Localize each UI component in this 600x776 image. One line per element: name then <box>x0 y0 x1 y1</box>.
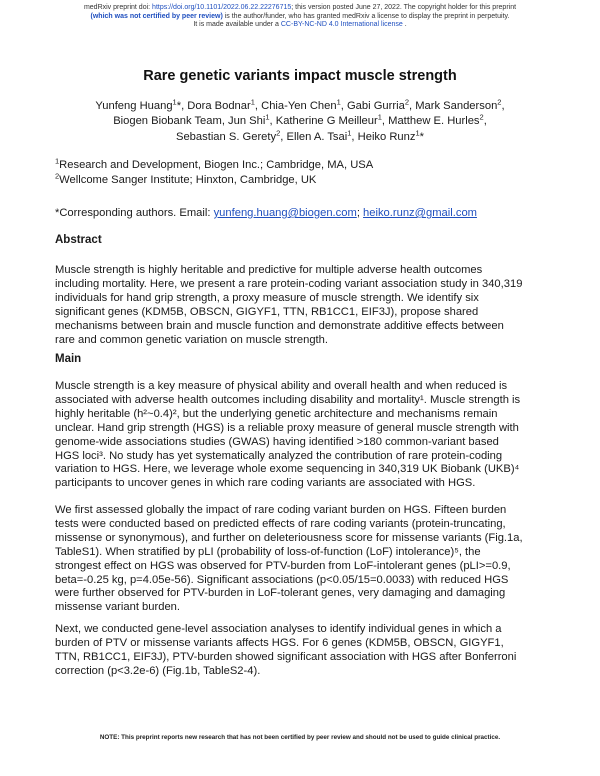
main-paragraph-2 <box>55 504 547 615</box>
text-line: Muscle strength is a key measure of physical ability and overall health and when reduced is <box>55 380 508 392</box>
text-line: unclear. Hand grip strength (HGS) is a reliable proxy measure of general muscle strength with <box>55 421 519 434</box>
email-link-huang[interactable]: yunfeng.huang@biogen.com <box>213 207 357 219</box>
text-line: individuals for hand grip strength, a proxy measure of muscle strength. We identify six <box>55 291 479 304</box>
text-line: highly heritable (h²~0.4)², but the underlying genetic architecture and mechanisms remain <box>55 407 498 420</box>
abstract-heading: Abstract <box>55 234 102 246</box>
text-line: missense variant burden. <box>55 601 180 614</box>
email-link-runz[interactable]: heiko.runz@gmail.com <box>363 207 477 219</box>
doi-link[interactable]: https://doi.org/10.1101/2022.06.22.22276715 <box>152 4 292 11</box>
preprint-banner <box>0 4 600 30</box>
author-list <box>40 99 560 145</box>
text-line: mechanisms between brain and muscle function and demonstrate additive effects between <box>55 319 504 332</box>
preprint-note: NOTE: This preprint reports new research that has not been certified by peer review and should not be used to guide clinical practice. <box>99 734 501 741</box>
affiliation-2: $^2$Wellcome Sanger Institute; Hinxton, Cambridge, UK <box>55 170 317 186</box>
license-link[interactable]: CC-BY-NC-ND 4.0 International license <box>280 21 403 29</box>
author-line-1: Yunfeng Huang$^1$*, Dora Bodnar$^1$, Chia-Yen Chen$^1$, Gabi Gurria$^2$, Mark Sanderson$^2$, <box>95 97 505 112</box>
corresponding-authors: *Corresponding authors. Email: yunfeng.huang@biogen.com; heiko.runz@gmail.com <box>55 207 477 219</box>
main-paragraph-1 <box>55 380 547 491</box>
text-line: HGS loci³. No study has yet systematically analyzed the contribution of rare protein-coding <box>55 449 503 462</box>
text-line: participants to uncover genes in which rare coding variants are associated with HGS. <box>55 477 476 490</box>
text-line: associated with adverse health outcomes including disability and mortality¹. Muscle strength is <box>55 393 521 406</box>
text-line: genome-wide associations studies (GWAS) having identified >180 common-variant based <box>55 435 499 448</box>
author-line-2: Biogen Biobank Team, Jun Shi$^1$, Katherine G Meilleur$^1$, Matthew E. Hurles$^2$, <box>113 112 487 128</box>
text-line: Muscle strength is highly heritable and predictive for multiple adverse health outcomes <box>55 264 483 276</box>
text-line: missense or synonymous), and further on deleteriousness score for missense variants (Fig.1a, <box>55 531 523 544</box>
affiliation-1: $^1$Research and Development, Biogen Inc.; Cambridge, MA, USA <box>55 156 374 171</box>
text-line: TableS1). When stratified by pLI (probability of loss-of-function (LoF) intolerance)⁵, the <box>55 545 481 558</box>
text-line: rare and common genetic variation on muscle strength. <box>55 333 328 346</box>
text-line: tests were conducted based on predicted effects of rare coding variants (protein-truncating, <box>55 517 506 530</box>
abstract-paragraph <box>55 264 547 347</box>
text-line: significant genes (KDM5B, OBSCN, GIGYF1, TTN, RB1CC1, EIF3J), propose shared <box>55 305 479 318</box>
main-paragraph-3 <box>55 623 547 679</box>
text-line: variation to HGS. Here, we leverage whole exome sequencing in 340,319 UK Biobank (UKB)⁴ <box>55 463 520 476</box>
text-line: correction (p<3.2e-6) (Fig.1b, TableS2-4). <box>55 664 261 677</box>
main-heading: Main <box>55 353 82 365</box>
text-line: We first assessed globally the impact of rare coding variant burden on HGS. Fifteen burden <box>55 504 507 516</box>
banner-line-3: It is made available under a CC-BY-NC-ND 4.0 International license . <box>193 21 407 29</box>
banner-line-1: medRxiv preprint doi: https://doi.org/10.1101/2022.06.22.22276715; this version posted June 27, 2022. The copyright holder for this preprint <box>83 4 517 11</box>
text-line: strongest effect on HGS was observed for PTV-burden from LoF-intolerant genes (pLI>=0.9, <box>55 559 511 572</box>
text-line: were further observed for PTV-burden in LoF-tolerant genes, very damaging and damaging <box>55 587 506 600</box>
banner-line-2: (which was not certified by peer review) is the author/funder, who has granted medRxiv a license to display the preprint in perpetuity. <box>90 12 510 20</box>
text-line: Next, we conducted gene-level association analyses to identify individual genes in which a <box>55 623 502 635</box>
affiliations <box>55 158 555 187</box>
text-line: burden of PTV or missense variants affects HGS. For 6 genes (KDM5B, OBSCN, GIGYF1, <box>55 636 504 649</box>
text-line: TTN, RB1CC1, EIF3J), PTV-burden showed significant association with HGS after Bonferroni <box>55 650 517 663</box>
text-line: including mortality. Here, we present a rare protein-coding variant association study in 340,319 <box>55 277 523 290</box>
text-line: beta=-0.25 kg, p=4.05e-56). Significant associations (p<0.05/15=0.0033) with reduced HGS <box>55 573 509 586</box>
paper-title: Rare genetic variants impact muscle strength <box>143 68 457 84</box>
author-line-3: Sebastian S. Gerety$^2$, Ellen A. Tsai$^1$, Heiko Runz$^1$* <box>175 128 424 143</box>
